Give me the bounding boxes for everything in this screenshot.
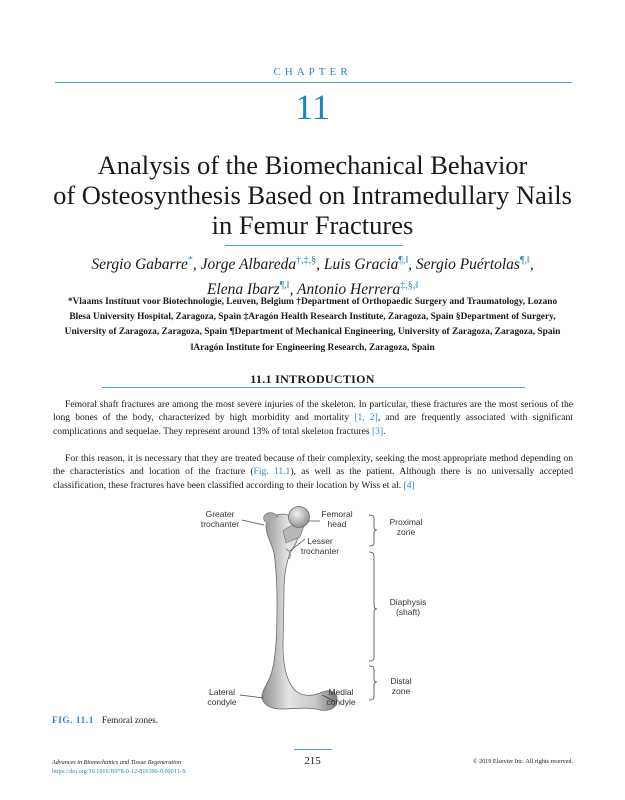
author-name: Luis Gracia xyxy=(323,256,399,274)
label-distal-zone: Distal xyxy=(390,676,412,686)
leader-lateral-condyle xyxy=(240,695,264,698)
chapter-title xyxy=(40,150,585,240)
title-line-3: in Femur Fractures xyxy=(211,210,414,240)
figure-caption-text: Femoral zones. xyxy=(101,715,159,725)
author-line-2: Elena Ibarz¶,‖, Antonio Herrera‡,§,‖ xyxy=(206,280,419,299)
author-mark[interactable]: ‡,§,‖ xyxy=(400,280,419,292)
chapter-divider xyxy=(55,82,572,83)
paragraph-text: ), as well as the patient. Although there is no universally accepted classification, these fractures have been classified according to their location by Wiss et al. xyxy=(53,466,574,491)
figure-caption xyxy=(52,715,158,725)
paragraph-text: Femoral shaft fractures are among the most severe injuries of the skeleton. In particular, these fractures are the most serious of the long bones of the body, characterized by high morbidity and mortality xyxy=(53,399,573,424)
citation-link[interactable]: [1, 2] xyxy=(354,412,378,424)
zone-brackets xyxy=(369,515,377,700)
author-name: Antonio Herrera xyxy=(297,281,401,299)
bracket-distal xyxy=(369,666,377,700)
label-distal-zone: zone xyxy=(391,686,411,696)
author-list xyxy=(40,250,585,300)
section-divider xyxy=(102,387,525,388)
page-number: 215 xyxy=(304,755,321,767)
label-proximal-zone: zone xyxy=(396,527,416,537)
author-mark[interactable]: * xyxy=(187,255,193,266)
paragraph-text: For this reason, it is necessary that they are treated because of their complexity, seeking the most appropriate method depending on the characteristics and location of the fracture ( xyxy=(53,453,573,478)
copyright-notice: © 2019 Elsevier Inc. All rights reserved. xyxy=(472,758,573,765)
label-lesser-trochanter: Lesser xyxy=(307,536,333,546)
author-name: Jorge Albareda xyxy=(200,256,297,274)
book-title: Advances in Biomechanics and Tissue Regeneration xyxy=(52,759,182,766)
label-diaphysis: (shaft) xyxy=(395,607,421,617)
title-line-2: of Osteosynthesis Based on Intramedullary Nails xyxy=(53,180,572,210)
author-mark[interactable]: ¶,‖ xyxy=(519,255,530,266)
paragraph-2 xyxy=(53,452,573,492)
doi-link[interactable]: https://doi.org/10.1016/B978-0-12-816390-0.00011-X xyxy=(52,768,187,775)
femur-figure xyxy=(0,495,625,717)
chapter-number: 11 xyxy=(295,87,330,127)
chapter-label: CHAPTER xyxy=(273,66,352,78)
label-medial-condyle: Medial xyxy=(328,687,354,697)
label-femoral-head: head xyxy=(327,519,347,529)
author-line-1: Sergio Gabarre*, Jorge Albareda†,‡,§, Luis Gracia¶,‖, Sergio Puértolas¶,‖, xyxy=(91,255,534,274)
author-mark[interactable]: ¶,‖ xyxy=(398,255,409,266)
label-medial-condyle: condyle xyxy=(326,697,356,707)
label-greater-trochanter: Greater xyxy=(205,509,235,519)
label-greater-trochanter: trochanter xyxy=(200,519,240,529)
label-femoral-head: Femoral xyxy=(321,509,353,519)
author-name: Elena Ibarz xyxy=(206,281,280,299)
paragraph-text: . xyxy=(383,425,386,437)
section-heading: 11.1 INTRODUCTION xyxy=(250,372,375,386)
label-proximal-zone: Proximal xyxy=(389,517,423,527)
label-lateral-condyle: condyle xyxy=(207,697,237,707)
title-line-1: Analysis of the Biomechanical Behavior xyxy=(97,150,528,180)
bracket-diaphysis xyxy=(369,552,377,661)
author-mark[interactable]: †,‡,§ xyxy=(296,255,317,266)
leader-greater-trochanter xyxy=(242,520,264,525)
affiliation-line: ‖Aragón Institute for Engineering Research, Zaragoza, Spain xyxy=(190,342,435,353)
affiliation-line: *Vlaams Instituut voor Biotechnologie, Leuven, Belgium †Department of Orthopaedic Surgery and Traumatology, Lozano xyxy=(67,297,558,307)
label-lateral-condyle: Lateral xyxy=(209,687,235,697)
affiliation-line: University of Zaragoza, Zaragoza, Spain ¶Department of Mechanical Engineering, University of Zaragoza, Zaragoza, Spain xyxy=(64,327,561,338)
author-mark[interactable]: ¶,‖ xyxy=(279,280,290,292)
figure-reference-link[interactable]: Fig. 11.1 xyxy=(253,466,291,478)
label-lesser-trochanter: trochanter xyxy=(300,546,340,556)
figure-caption-label: FIG. 11.1 xyxy=(52,715,94,725)
paragraph-text: , and are frequently associated with significant complications and sequelae. They represent around 13% of total skeleton fractures xyxy=(53,412,574,437)
footer-left xyxy=(52,758,186,776)
author-name: Sergio Puértolas xyxy=(415,256,520,274)
paragraph-1 xyxy=(53,398,573,438)
affiliation-line: Blesa University Hospital, Zaragoza, Spain ‡Aragón Health Research Institute, Zaragoza, Spain §Department of Surgery, xyxy=(69,312,556,323)
label-diaphysis: Diaphysis xyxy=(389,597,427,607)
affiliations xyxy=(52,295,573,356)
citation-link[interactable]: [3] xyxy=(371,425,384,437)
page-number-divider xyxy=(294,749,332,750)
title-divider xyxy=(225,245,403,246)
bracket-proximal xyxy=(369,515,377,546)
author-name: Sergio Gabarre xyxy=(91,256,188,274)
citation-link[interactable]: [4] xyxy=(403,479,415,491)
